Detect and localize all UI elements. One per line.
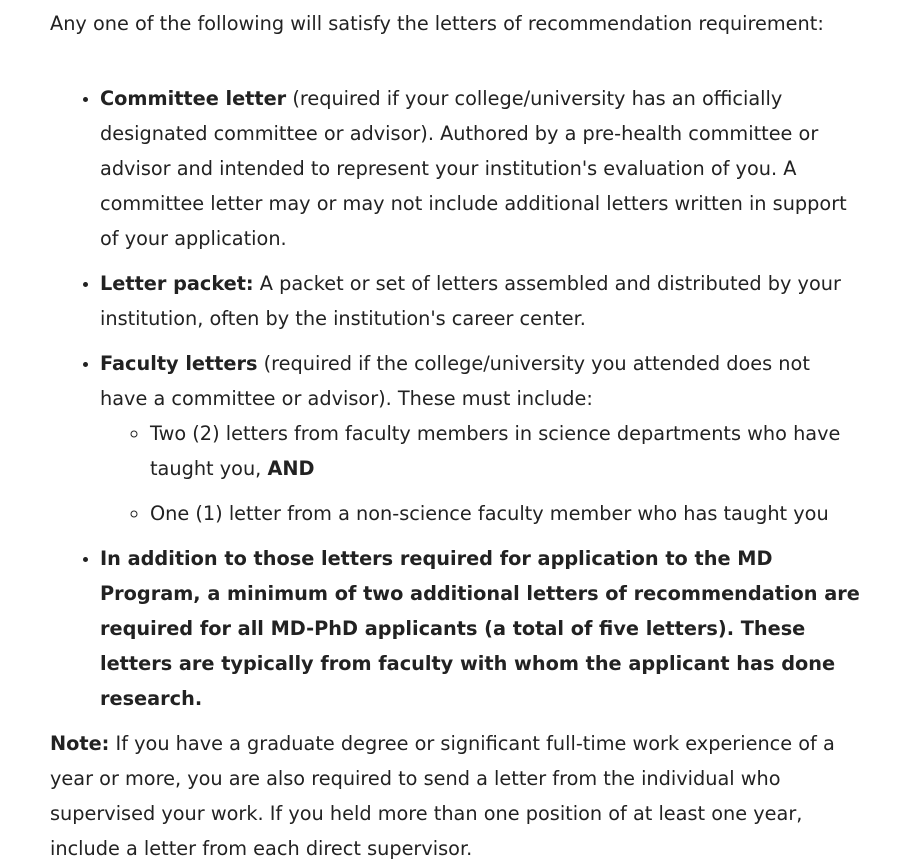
requirement-options-list xyxy=(50,81,860,716)
note-label: Note: xyxy=(50,732,110,755)
item-title: Committee letter xyxy=(100,87,287,110)
letters-requirement-section xyxy=(50,6,860,866)
sublist-item-non-science-letter xyxy=(150,496,860,531)
item-text: (required if your college/university has an officially designated committee or advisor). Authored by a pre-health committee or advisor and intended to represent your institution's evaluation of you. A committee letter may or may not include additional letters written in support of your application. xyxy=(100,87,847,250)
item-title: In addition to those letters required for application to the MD Program, a minimum of two additional letters of recommendation are required for all MD-PhD applicants (a total of five letters). These letters are typically from faculty with whom the applicant has done research. xyxy=(100,547,860,710)
note-text: If you have a graduate degree or significant full-time work experience of a year or more, you are also required to send a letter from the individual who supervised your work. If you held more than one position of at least one year, include a letter from each direct supervisor. xyxy=(50,732,835,860)
item-title: Letter packet: xyxy=(100,272,254,295)
faculty-letters-sublist xyxy=(100,416,860,531)
item-text: A packet or set of letters assembled and distributed by your institution, often by the institution's career center. xyxy=(100,272,841,330)
subitem-text: Two (2) letters from faculty members in science departments who have taught you, xyxy=(150,422,841,480)
subitem-and: AND xyxy=(267,457,315,480)
list-item-letter-packet xyxy=(100,266,860,336)
list-item-committee-letter xyxy=(100,81,860,256)
intro-text: Any one of the following will satisfy the letters of recommendation requirement: xyxy=(50,12,824,35)
item-title: Faculty letters xyxy=(100,352,258,375)
item-text: (required if the college/university you attended does not have a committee or advisor). These must include: xyxy=(100,352,810,410)
subitem-text: One (1) letter from a non-science faculty member who has taught you xyxy=(150,502,829,525)
note-paragraph xyxy=(50,726,860,866)
list-item-faculty-letters xyxy=(100,346,860,531)
sublist-item-science-letters xyxy=(150,416,860,486)
list-item-md-phd-additional xyxy=(100,541,860,716)
